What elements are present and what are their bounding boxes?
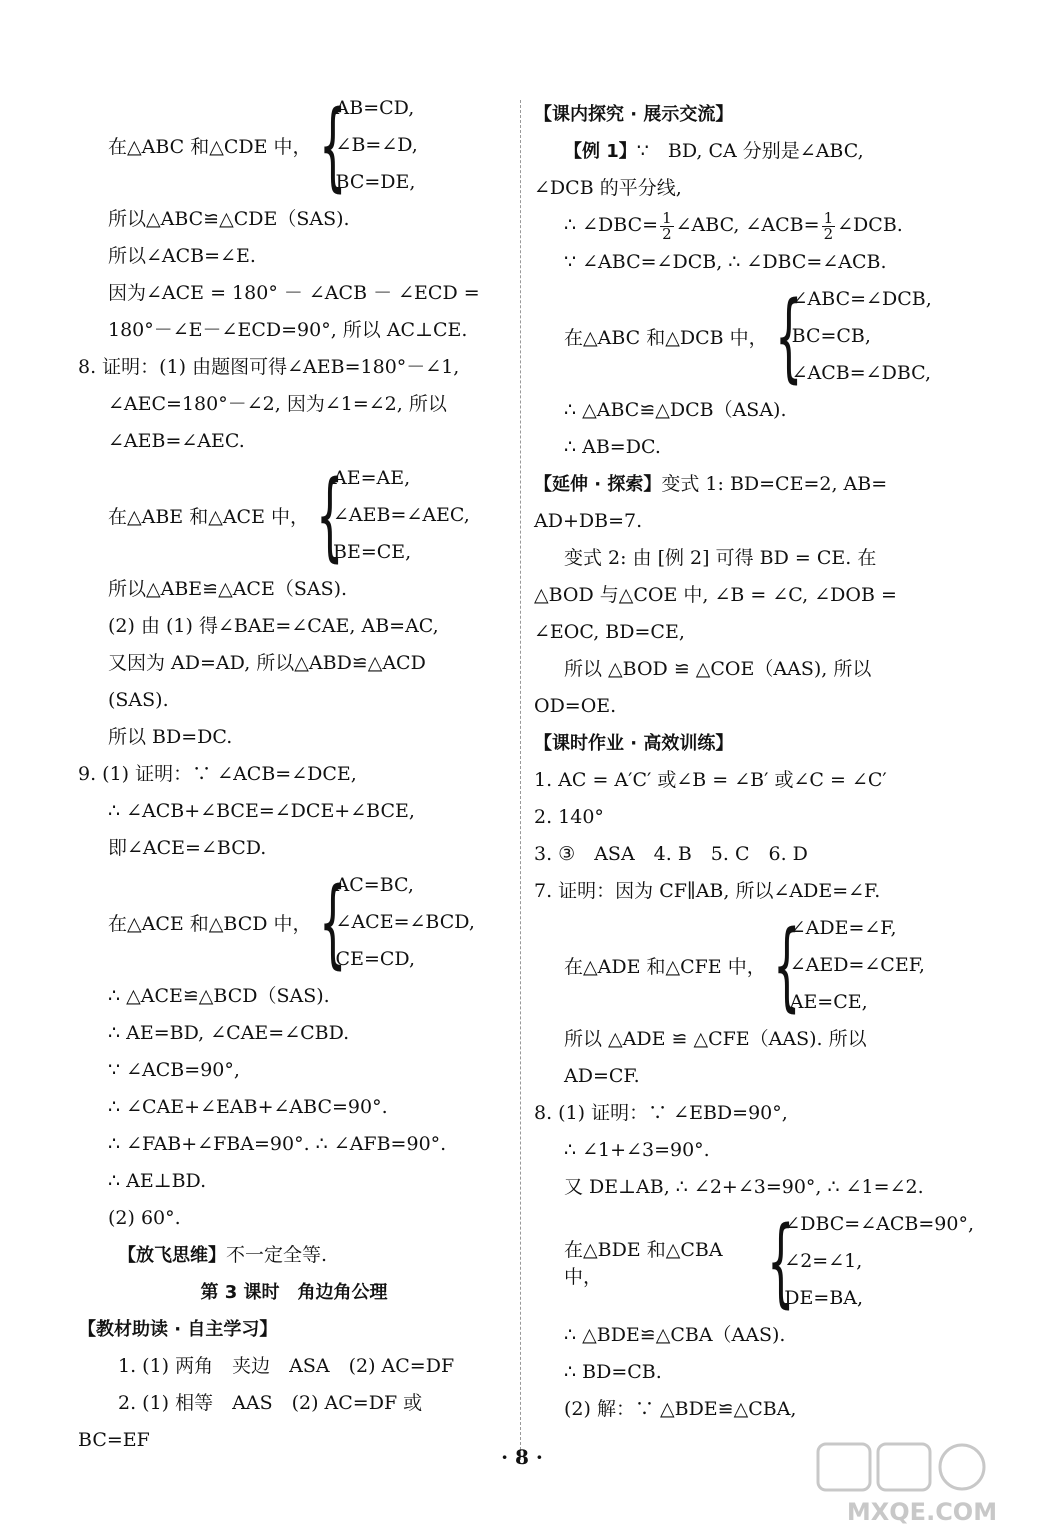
question-8-line: 8. 证明：(1) 由题图可得∠AEB=180°－∠1, xyxy=(78,356,460,378)
system-row: DE=BA, xyxy=(784,1287,864,1309)
text-line: 又 DE⊥AB, ∴ ∠2+∠3=90°, ∴ ∠1=∠2. xyxy=(564,1176,924,1198)
text-line: ∠AEB=∠AEC. xyxy=(108,430,245,452)
denominator: 2 xyxy=(662,224,672,243)
system-row: ∠DBC=∠ACB=90°, xyxy=(784,1213,974,1235)
system-row: ∠AED=∠CEF, xyxy=(789,954,925,976)
numerator: 1 xyxy=(823,208,834,227)
equation-system-6 xyxy=(534,1206,974,1317)
system-row: ∠ACB=∠DBC, xyxy=(791,362,932,384)
system-row: ∠ACE=∠BCD, xyxy=(335,911,475,933)
fraction-line xyxy=(534,207,974,244)
text-line: 3. ③ ASA 4. B 5. C 6. D xyxy=(534,843,808,865)
text-line: ∴ ∠1+∠3=90°. xyxy=(564,1139,710,1161)
text-line: ∴ AE=BD, ∠CAE=∠CBD. xyxy=(108,1022,350,1044)
watermark-text: MXQE.COM xyxy=(846,1498,998,1526)
text-line: BC=EF xyxy=(78,1429,150,1451)
question-9-line: 9. (1) 证明：∵ ∠ACB=∠DCE, xyxy=(78,763,357,785)
text-line: 7. 证明：因为 CF∥AB, 所以∠ADE=∠F. xyxy=(534,880,881,902)
example-tag: 【例 1】 xyxy=(564,141,637,162)
text-line: (2) 由 (1) 得∠BAE=∠CAE, AB=AC, xyxy=(108,615,439,637)
text: 不一定全等. xyxy=(226,1244,328,1266)
left-column xyxy=(78,90,510,1459)
text-line: ∴ ∠FAB+∠FBA=90°. ∴ ∠AFB=90°. xyxy=(108,1133,447,1155)
text-line: 即∠ACE=∠BCD. xyxy=(108,837,267,859)
text-line: AD+DB=7. xyxy=(534,510,643,532)
section-heading: 【课时作业 · 高效训练】 xyxy=(534,733,734,754)
text-line: ∴ △BDE≌△CBA（AAS). xyxy=(564,1324,786,1346)
brace-icon: { xyxy=(767,1205,795,1318)
right-column xyxy=(534,96,974,1428)
brace-icon: { xyxy=(774,280,803,393)
text-line: OD=OE. xyxy=(534,695,617,717)
system-intro: 在△BDE 和△CBA 中， xyxy=(564,1238,723,1288)
text-line: ∴ BD=CB. xyxy=(564,1361,662,1383)
text-line: (2) 解：∵ △BDE≌△CBA, xyxy=(564,1398,797,1420)
brace-icon: { xyxy=(318,89,346,202)
column-divider xyxy=(520,100,521,1460)
text-line: ∴ AB=DC. xyxy=(564,436,661,458)
text-line: 1. AC = A′C′ 或∠B = ∠B′ 或∠C = ∠C′ xyxy=(534,769,887,791)
text-line: 变式 2: 由 [例 2] 可得 BD = CE. 在 xyxy=(564,547,877,569)
text-line: ∵ ∠ACB=90°, xyxy=(108,1059,240,1081)
system-intro: 在△ABC 和△CDE 中， xyxy=(108,136,312,158)
section-heading: 【教材助读 · 自主学习】 xyxy=(78,1319,278,1340)
section-heading: 【课内探究 · 展示交流】 xyxy=(534,104,734,125)
text-line: ∴ ∠ACB+∠BCE=∠DCE+∠BCE, xyxy=(108,800,415,822)
text-line: 所以△ABC≌△CDE（SAS). xyxy=(108,208,350,230)
text: ∠DCB. xyxy=(837,214,903,236)
equation-system-1 xyxy=(78,90,510,201)
text-line: 所以 △ADE ≌ △CFE（AAS). 所以 xyxy=(564,1028,867,1050)
fraction xyxy=(822,208,836,243)
text-line: 所以 BD=DC. xyxy=(108,726,233,748)
system-intro: 在△ABC 和△DCB 中， xyxy=(564,327,768,349)
system-row: AC=BC, xyxy=(335,874,414,896)
watermark-logo-icon xyxy=(812,1438,1032,1528)
fraction xyxy=(660,208,674,243)
brace-icon: { xyxy=(772,909,801,1022)
system-row: ∠ABC=∠DCB, xyxy=(791,288,932,310)
system-row: BE=CE, xyxy=(333,541,412,563)
system-row: ∠2=∠1, xyxy=(784,1250,863,1272)
equation-system-2 xyxy=(78,460,510,571)
text: ∴ ∠DBC= xyxy=(564,214,659,236)
equation-system-5 xyxy=(534,910,974,1021)
system-row: ∠AEB=∠AEC, xyxy=(333,504,470,526)
system-row: ∠B=∠D, xyxy=(335,134,418,156)
text-line: AD=CF. xyxy=(564,1065,640,1087)
system-row: ∠ADE=∠F, xyxy=(789,917,897,939)
equation-system-4 xyxy=(534,281,974,392)
text-line: ∠EOC, BD=CE, xyxy=(534,621,685,643)
fly-thinking xyxy=(78,1237,510,1274)
system-row: CE=CD, xyxy=(335,948,415,970)
section-tag: 【放飞思维】 xyxy=(118,1245,226,1266)
text-line: 2. 140° xyxy=(534,806,604,828)
system-intro: 在△ADE 和△CFE 中， xyxy=(564,956,766,978)
text-line: 所以△ABE≌△ACE（SAS). xyxy=(108,578,348,600)
text-line: ∠DCB 的平分线, xyxy=(534,177,682,199)
text: ∠ABC, ∠ACB= xyxy=(675,214,820,236)
text-line: △BOD 与△COE 中, ∠B = ∠C, ∠DOB = xyxy=(534,584,897,606)
denominator: 2 xyxy=(823,224,834,243)
text-line: ∴ AE⊥BD. xyxy=(108,1170,207,1192)
text-line: ∠AEC=180°－∠2, 因为∠1=∠2, 所以 xyxy=(108,393,447,415)
brace-icon: { xyxy=(318,866,346,979)
system-row: AE=AE, xyxy=(333,467,411,489)
text-line: ∴ △ABC≌△DCB（ASA). xyxy=(564,399,787,421)
system-intro: 在△ABE 和△ACE 中， xyxy=(108,506,309,528)
system-row: BC=CB, xyxy=(791,325,871,347)
section-tag: 【延伸 · 探索】 xyxy=(534,474,662,495)
text-line: ∴ △ACE≌△BCD（SAS). xyxy=(108,985,330,1007)
text-line: 又因为 AD=AD, 所以△ABD≌△ACD xyxy=(108,652,426,674)
text-line: 8. (1) 证明：∵ ∠EBD=90°, xyxy=(534,1102,788,1124)
example-1 xyxy=(534,133,974,170)
page-number: · 8 · xyxy=(501,1445,543,1469)
text-line: (2) 60°. xyxy=(108,1207,181,1229)
text-line: 1. (1) 两角 夹边 ASA (2) AC=DF xyxy=(118,1355,455,1377)
lesson-title: 第 3 课时 角边角公理 xyxy=(200,1282,388,1303)
equation-system-3 xyxy=(78,867,510,978)
text-line: 2. (1) 相等 AAS (2) AC=DF 或 xyxy=(118,1392,423,1414)
text-line: 所以 △BOD ≌ △COE（AAS), 所以 xyxy=(564,658,872,680)
extension xyxy=(534,466,974,503)
system-intro: 在△ACE 和△BCD 中， xyxy=(108,913,312,935)
text-line: ∵ ∠ABC=∠DCB, ∴ ∠DBC=∠ACB. xyxy=(564,251,887,273)
text: ∵ BD, CA 分别是∠ABC, xyxy=(636,140,864,162)
text-line: 所以∠ACB=∠E. xyxy=(108,245,256,267)
text-line: ∴ ∠CAE+∠EAB+∠ABC=90°. xyxy=(108,1096,388,1118)
text-line: 因为∠ACE = 180° － ∠ACB － ∠ECD = xyxy=(108,282,480,304)
text-line: 180°－∠E－∠ECD=90°, 所以 AC⊥CE. xyxy=(108,319,468,341)
text-line: (SAS). xyxy=(108,689,169,711)
system-row: AB=CD, xyxy=(335,97,415,119)
system-row: AE=CE, xyxy=(789,991,868,1013)
system-row: BC=DE, xyxy=(335,171,416,193)
numerator: 1 xyxy=(662,208,672,227)
brace-icon: { xyxy=(315,459,344,572)
text: 变式 1: BD=CE=2, AB= xyxy=(661,473,888,495)
